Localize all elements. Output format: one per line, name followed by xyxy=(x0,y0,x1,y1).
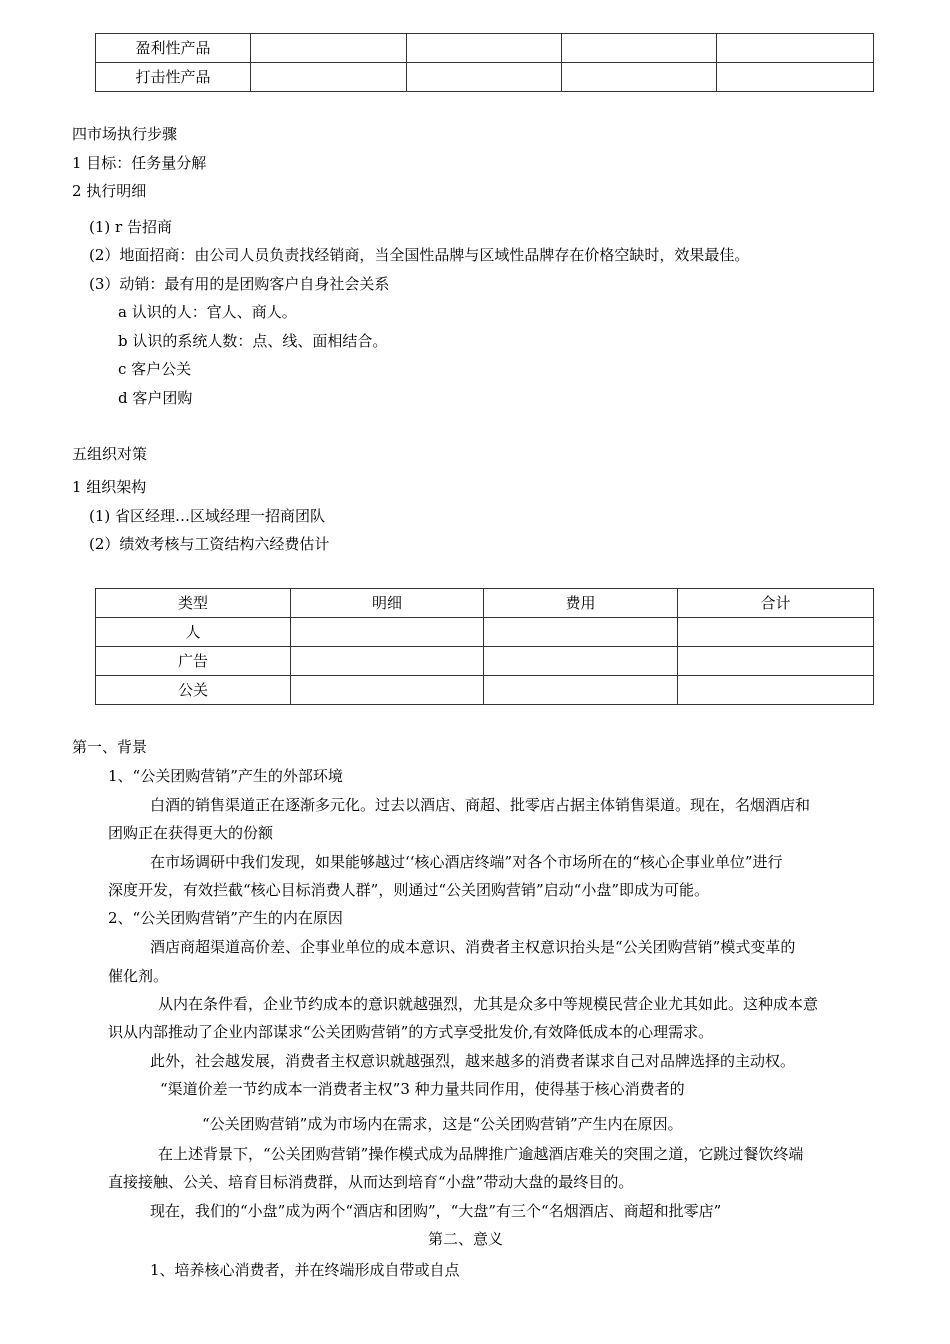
table-cell xyxy=(484,676,678,705)
table-header: 类型 xyxy=(96,589,291,618)
table-cell: 盈利性产品 xyxy=(96,34,251,63)
table-header: 合计 xyxy=(678,589,874,618)
table-cell xyxy=(251,34,407,63)
table-cell xyxy=(717,34,874,63)
paragraph-line: 识从内部推动了企业内部谋求“公关团购营销”的方式享受批发价,有效降低成本的心理需求。 xyxy=(108,1023,714,1041)
table-cell xyxy=(291,618,484,647)
paragraph-line: 现在，我们的“小盘”成为两个“酒店和团购”，“大盘”有三个“名烟酒店、商超和批零店” xyxy=(150,1202,722,1220)
table-row xyxy=(96,63,874,92)
table-header: 明细 xyxy=(291,589,484,618)
section4-title: 四市场执行步骤 xyxy=(72,125,178,143)
background-title: 第一、背景 xyxy=(72,738,148,756)
table-cell: 人 xyxy=(96,618,291,647)
section4-c: c 客户公关 xyxy=(118,360,192,378)
table-cell xyxy=(407,63,562,92)
table-cell: 公关 xyxy=(96,676,291,705)
table-cell xyxy=(291,647,484,676)
table-header-row xyxy=(96,589,874,618)
paragraph-line: “公关团购营销”成为市场内在需求，这是“公关团购营销”产生内在原因。 xyxy=(202,1115,683,1133)
section4-b: b 认识的系统人数：点、线、面相结合。 xyxy=(118,332,388,350)
paragraph-line: 在上述背景下，“公关团购营销”操作模式成为品牌推广逾越酒店难关的突围之道，它跳过餐饮终端 xyxy=(158,1145,804,1163)
paragraph-line: “渠道价差一节约成本一消费者主权”3 种力量共同作用，使得基于核心消费者的 xyxy=(160,1080,685,1098)
table-row xyxy=(96,618,874,647)
table-cell xyxy=(678,676,874,705)
table-header: 费用 xyxy=(484,589,678,618)
table-cell xyxy=(717,63,874,92)
paragraph-line: 此外，社会越发展，消费者主权意识就越强烈，越来越多的消费者谋求自己对品牌选择的主动权。 xyxy=(150,1052,796,1070)
section5-sub2: (2）绩效考核与工资结构六经费估计 xyxy=(89,535,330,553)
table-cell xyxy=(484,618,678,647)
section4-a: a 认识的人：官人、商人。 xyxy=(118,303,297,321)
table-row xyxy=(96,676,874,705)
section4-sub2: (2）地面招商：由公司人员负责找经销商，当全国性品牌与区域性品牌存在价格空缺时，效果最佳。 xyxy=(89,246,750,264)
table-row xyxy=(96,34,874,63)
cost-table xyxy=(95,588,874,705)
section5-item1: 1 组织架构 xyxy=(72,478,147,496)
section4-sub1: (1) r 告招商 xyxy=(89,218,172,236)
product-table xyxy=(95,33,874,92)
table-cell xyxy=(678,647,874,676)
paragraph-line: 在市场调研中我们发现，如果能够越过‘‘核心酒店终端”对各个市场所在的“核心企事业单位”进行 xyxy=(150,853,783,871)
background-heading-2: 2、“公关团购营销”产生的内在原因 xyxy=(108,909,343,927)
section4-item2: 2 执行明细 xyxy=(72,182,147,200)
meaning-item1: 1、培养核心消费者，并在终端形成自带或自点 xyxy=(150,1261,460,1279)
paragraph-line: 酒店商超渠道高价差、企事业单位的成本意识、消费者主权意识抬头是“公关团购营销”模式变革的 xyxy=(150,938,796,956)
table-cell xyxy=(678,618,874,647)
background-heading-1: 1、“公关团购营销”产生的外部环境 xyxy=(108,767,343,785)
table-row xyxy=(96,647,874,676)
table-cell xyxy=(251,63,407,92)
section5-title: 五组织对策 xyxy=(72,445,148,463)
section4-d: d 客户团购 xyxy=(118,389,193,407)
meaning-title: 第二、意义 xyxy=(428,1230,504,1248)
section4-sub3: (3）动销：最有用的是团购客户自身社会关系 xyxy=(89,275,390,293)
paragraph-line: 团购正在获得更大的份额 xyxy=(108,824,274,842)
paragraph-line: 深度开发，有效拦截“核心目标消费人群”，则通过“公关团购营销”启动“小盘”即成为可能。 xyxy=(108,881,710,899)
table-cell xyxy=(562,63,717,92)
table-cell xyxy=(291,676,484,705)
section5-sub1: (1) 省区经理…区域经理一招商团队 xyxy=(89,507,326,525)
paragraph-line: 直接接触、公关、培育目标消费群，从而达到培育“小盘”带动大盘的最终目的。 xyxy=(108,1173,634,1191)
table-cell: 广告 xyxy=(96,647,291,676)
paragraph-line: 白酒的销售渠道正在逐渐多元化。过去以酒店、商超、批零店占据主体销售渠道。现在，名烟酒店和 xyxy=(150,796,811,814)
section4-item1: 1 目标：任务量分解 xyxy=(72,154,207,172)
paragraph-line: 从内在条件看，企业节约成本的意识就越强烈，尤其是众多中等规模民营企业尤其如此。这种成本意 xyxy=(158,995,819,1013)
table-cell xyxy=(562,34,717,63)
paragraph-line: 催化剂。 xyxy=(108,967,169,985)
table-cell: 打击性产品 xyxy=(96,63,251,92)
table-cell xyxy=(407,34,562,63)
table-cell xyxy=(484,647,678,676)
